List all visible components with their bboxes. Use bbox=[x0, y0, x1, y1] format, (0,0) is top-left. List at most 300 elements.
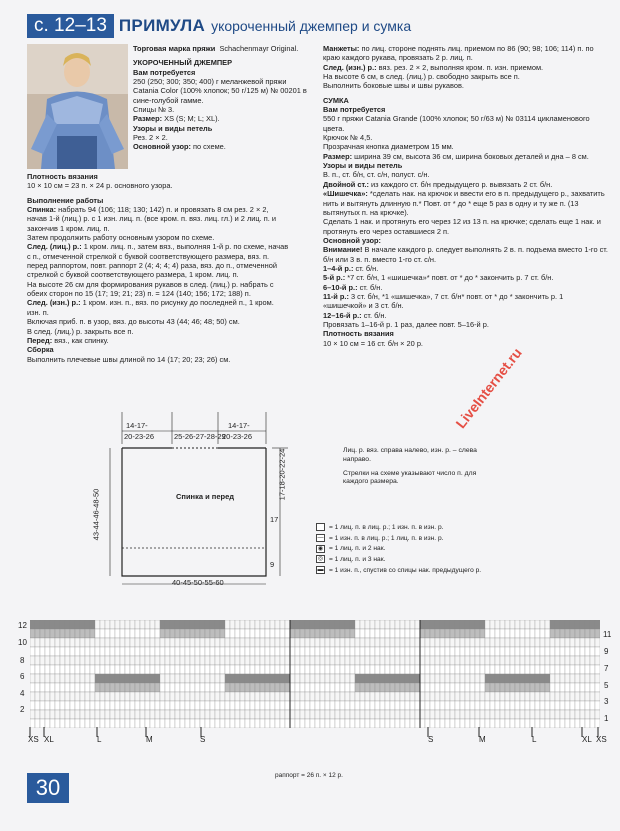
chart-cell bbox=[230, 710, 235, 719]
chart-cell bbox=[230, 629, 235, 638]
chart-cell bbox=[475, 692, 480, 701]
chart-cell bbox=[115, 701, 120, 710]
chart-cell bbox=[460, 683, 465, 692]
chart-cell bbox=[165, 620, 170, 629]
materials-block bbox=[133, 44, 313, 152]
chart-cell bbox=[275, 692, 280, 701]
chart-cell bbox=[540, 683, 545, 692]
chart-cell bbox=[405, 665, 410, 674]
chart-cell bbox=[190, 638, 195, 647]
chart-cell bbox=[385, 665, 390, 674]
chart-cell bbox=[220, 674, 225, 683]
chart-cell bbox=[270, 647, 275, 656]
chart-cell bbox=[590, 692, 595, 701]
chart-cell bbox=[440, 674, 445, 683]
chart-cell bbox=[320, 629, 325, 638]
chart-cell bbox=[340, 710, 345, 719]
chart-cell bbox=[425, 665, 430, 674]
chart-cell bbox=[370, 638, 375, 647]
chart-cell bbox=[225, 638, 230, 647]
chart-cell bbox=[565, 656, 570, 665]
chart-cell bbox=[295, 629, 300, 638]
legend-row bbox=[316, 565, 481, 576]
chart-cell bbox=[275, 656, 280, 665]
chart-cell bbox=[450, 665, 455, 674]
chart-cell bbox=[290, 629, 295, 638]
chart-cell bbox=[310, 665, 315, 674]
chart-cell bbox=[250, 629, 255, 638]
chart-cell bbox=[265, 683, 270, 692]
chart-cell bbox=[385, 638, 390, 647]
chart-cell bbox=[530, 647, 535, 656]
chart-cell bbox=[460, 620, 465, 629]
chart-cell bbox=[275, 710, 280, 719]
chart-cell bbox=[110, 692, 115, 701]
chart-cell bbox=[540, 620, 545, 629]
chart-cell bbox=[515, 710, 520, 719]
chart-cell bbox=[55, 674, 60, 683]
chart-cell bbox=[520, 701, 525, 710]
chart-cell bbox=[120, 674, 125, 683]
chart-cell bbox=[315, 647, 320, 656]
chart-cell bbox=[385, 620, 390, 629]
chart-cell bbox=[450, 692, 455, 701]
chart-cell bbox=[50, 665, 55, 674]
chart-cell bbox=[465, 647, 470, 656]
chart-cell bbox=[45, 683, 50, 692]
chart-cell bbox=[580, 620, 585, 629]
chart-cell bbox=[435, 656, 440, 665]
chart-cell bbox=[470, 701, 475, 710]
chart-cell bbox=[545, 665, 550, 674]
chart-cell bbox=[545, 656, 550, 665]
chart-cell bbox=[40, 692, 45, 701]
chart-cell bbox=[345, 665, 350, 674]
chart-cell bbox=[120, 629, 125, 638]
double-label: Двойной ст.: bbox=[323, 179, 369, 189]
chart-cell bbox=[105, 656, 110, 665]
chart-cell bbox=[410, 647, 415, 656]
chart-cell bbox=[395, 665, 400, 674]
chart-cell bbox=[245, 620, 250, 629]
chart-cell bbox=[485, 674, 490, 683]
chart-cell bbox=[130, 665, 135, 674]
chart-cell bbox=[180, 674, 185, 683]
chart-cell bbox=[95, 692, 100, 701]
chart-cell bbox=[115, 638, 120, 647]
chart-cell bbox=[445, 638, 450, 647]
needles-text: Спицы № 3. bbox=[133, 105, 175, 115]
chart-cell bbox=[215, 665, 220, 674]
chart-cell bbox=[505, 629, 510, 638]
brand-label: Торговая марка пряжи bbox=[133, 44, 216, 53]
chart-cell bbox=[135, 710, 140, 719]
chart-cell bbox=[560, 710, 565, 719]
chart-cell bbox=[475, 665, 480, 674]
chart-cell bbox=[315, 638, 320, 647]
rows-text: 1 кром. лиц. п., затем вяз., выполняя 1-й р. по схеме, начав с п., отмеченной стрелкой с буквой соответствующего размера, вяз. п. перед раппортом, повт. раппорт 2 (4; 4; 4; 4) раза, вяз. до п., отмеченной стрелкой с буквой соответствующего размера, 1 кром. лиц. п. bbox=[27, 242, 289, 280]
chart-cell bbox=[125, 620, 130, 629]
chart-cell bbox=[55, 647, 60, 656]
chart-cell bbox=[470, 710, 475, 719]
chart-cell bbox=[40, 683, 45, 692]
chart-cell bbox=[250, 692, 255, 701]
chart-cell bbox=[450, 674, 455, 683]
chart-cell bbox=[560, 656, 565, 665]
chart-cell bbox=[60, 665, 65, 674]
chart-cell bbox=[280, 683, 285, 692]
chart-cell bbox=[325, 701, 330, 710]
chart-cell bbox=[395, 692, 400, 701]
chart-cell bbox=[80, 656, 85, 665]
chart-cell bbox=[525, 638, 530, 647]
chart-cell bbox=[260, 701, 265, 710]
main-pattern-value: по схеме. bbox=[193, 142, 226, 152]
chart-cell bbox=[55, 629, 60, 638]
chart-cell bbox=[65, 692, 70, 701]
chart-cell bbox=[430, 620, 435, 629]
row11-label: 11-й р.: bbox=[323, 291, 349, 301]
chart-cell bbox=[435, 701, 440, 710]
chart-cell bbox=[495, 665, 500, 674]
chart-cell bbox=[265, 701, 270, 710]
chart-cell bbox=[85, 692, 90, 701]
chart-cell bbox=[275, 674, 280, 683]
chart-cell bbox=[535, 674, 540, 683]
chart-cell bbox=[570, 674, 575, 683]
total-height-label: 43-44-46-48-50 bbox=[91, 488, 101, 541]
chart-cell bbox=[210, 674, 215, 683]
chart-cell bbox=[190, 692, 195, 701]
chart-cell bbox=[135, 674, 140, 683]
chart-cell bbox=[310, 656, 315, 665]
chart-cell bbox=[120, 710, 125, 719]
chart-cell bbox=[560, 638, 565, 647]
chart-cell bbox=[295, 665, 300, 674]
chart-cell bbox=[165, 701, 170, 710]
chart-cell bbox=[145, 620, 150, 629]
chart-cell bbox=[80, 683, 85, 692]
need-heading: Вам потребуется bbox=[133, 67, 196, 77]
chart-cell bbox=[180, 647, 185, 656]
chart-cell bbox=[410, 629, 415, 638]
chart-cell bbox=[410, 683, 415, 692]
chart-cell bbox=[265, 656, 270, 665]
chart-cell bbox=[400, 674, 405, 683]
chart-cell bbox=[165, 710, 170, 719]
chart-cell bbox=[90, 647, 95, 656]
chart-cell bbox=[135, 665, 140, 674]
chart-cell bbox=[395, 638, 400, 647]
chart-cell bbox=[130, 683, 135, 692]
chart-cell bbox=[465, 638, 470, 647]
chart-cell bbox=[135, 692, 140, 701]
chart-cell bbox=[235, 638, 240, 647]
chart-cell bbox=[190, 674, 195, 683]
chart-cell bbox=[455, 629, 460, 638]
chart-cell bbox=[500, 710, 505, 719]
chart-cell bbox=[520, 692, 525, 701]
row-number-right: 9 bbox=[604, 647, 609, 656]
chart-cell bbox=[375, 629, 380, 638]
chart-cell bbox=[115, 674, 120, 683]
chart-cell bbox=[440, 710, 445, 719]
chart-cell bbox=[295, 656, 300, 665]
height-text: На высоте 6 см, в след. (лиц.) р. свободно закрыть все п. bbox=[323, 72, 520, 82]
page-range: с. 12–13 bbox=[27, 14, 114, 38]
chart-cell bbox=[205, 692, 210, 701]
chart-cell bbox=[435, 665, 440, 674]
chart-cell bbox=[210, 620, 215, 629]
chart-cell bbox=[245, 656, 250, 665]
chart-cell bbox=[455, 647, 460, 656]
chart-cell bbox=[215, 620, 220, 629]
chart-cell bbox=[215, 629, 220, 638]
chart-cell bbox=[245, 665, 250, 674]
row5-label: 5-й р.: bbox=[323, 273, 346, 283]
chart-cell bbox=[60, 638, 65, 647]
chart-cell bbox=[420, 629, 425, 638]
chart-cell bbox=[425, 710, 430, 719]
chart-cell bbox=[550, 674, 555, 683]
legend-text: = 1 изн. п. в лиц. р.; 1 лиц. п. в изн. р. bbox=[329, 534, 444, 542]
chart-cell bbox=[70, 647, 75, 656]
chart-cell bbox=[325, 674, 330, 683]
chart-cell bbox=[575, 701, 580, 710]
legend-symbol: ◎ bbox=[317, 556, 324, 563]
chart-cell bbox=[200, 665, 205, 674]
chart-cell bbox=[85, 701, 90, 710]
chart-cell bbox=[410, 692, 415, 701]
chart-cell bbox=[45, 710, 50, 719]
close-text: В след. (лиц.) р. закрыть все п. bbox=[27, 326, 134, 336]
chart-cell bbox=[60, 683, 65, 692]
chart-cell bbox=[160, 683, 165, 692]
rows-label: След. (лиц.) р.: bbox=[27, 242, 82, 252]
chart-cell bbox=[255, 620, 260, 629]
chart-cell bbox=[470, 656, 475, 665]
chart-cell bbox=[515, 701, 520, 710]
front-text: вяз., как спинку. bbox=[54, 335, 109, 345]
chart-cell bbox=[265, 620, 270, 629]
chart-cell bbox=[95, 665, 100, 674]
chart-cell bbox=[595, 665, 600, 674]
chart-cell bbox=[285, 683, 290, 692]
instructions-left bbox=[27, 172, 289, 364]
chart-cell bbox=[350, 656, 355, 665]
chart-cell bbox=[315, 692, 320, 701]
chart-cell bbox=[525, 710, 530, 719]
chart-cell bbox=[280, 656, 285, 665]
chart-cell bbox=[155, 656, 160, 665]
chart-cell bbox=[95, 683, 100, 692]
chart-cell bbox=[220, 665, 225, 674]
chart-cell bbox=[355, 638, 360, 647]
chart-cell bbox=[35, 674, 40, 683]
chart-cell bbox=[255, 692, 260, 701]
chart-cell bbox=[360, 647, 365, 656]
chart-cell bbox=[155, 692, 160, 701]
chart-cell bbox=[445, 710, 450, 719]
chart-cell bbox=[425, 692, 430, 701]
chart-cell bbox=[340, 665, 345, 674]
chart-cell bbox=[300, 683, 305, 692]
chart-cell bbox=[485, 656, 490, 665]
chart-cell bbox=[155, 647, 160, 656]
chart-cell bbox=[475, 629, 480, 638]
chart-cell bbox=[450, 683, 455, 692]
chart-cell bbox=[110, 629, 115, 638]
chart-cell bbox=[250, 665, 255, 674]
hook-text: Крючок № 4,5. bbox=[323, 133, 373, 143]
chart-cell bbox=[195, 665, 200, 674]
chart-cell bbox=[165, 647, 170, 656]
chart-cell bbox=[100, 620, 105, 629]
chart-cell bbox=[350, 701, 355, 710]
chart-cell bbox=[340, 647, 345, 656]
chart-cell bbox=[505, 665, 510, 674]
chart-cell bbox=[460, 701, 465, 710]
chart-cell bbox=[590, 620, 595, 629]
legend-text: = 1 лиц. п. в лиц. р.; 1 изн. п. в изн. р. bbox=[329, 523, 444, 531]
chart-cell bbox=[430, 638, 435, 647]
bag-size-label: Размер: bbox=[323, 151, 353, 161]
chart-cell bbox=[320, 620, 325, 629]
chart-cell bbox=[345, 710, 350, 719]
chart-cell bbox=[285, 647, 290, 656]
chart-cell bbox=[505, 692, 510, 701]
chart-cell bbox=[65, 710, 70, 719]
chart-cell bbox=[75, 620, 80, 629]
chart-cell bbox=[435, 629, 440, 638]
wrong-label: След. (изн.) р.: bbox=[27, 298, 81, 308]
chart-cell bbox=[325, 620, 330, 629]
chart-cell bbox=[500, 638, 505, 647]
chart-cell bbox=[585, 701, 590, 710]
chart-cell bbox=[525, 629, 530, 638]
chart-cell bbox=[280, 710, 285, 719]
chart-cell bbox=[165, 683, 170, 692]
legend-symbol: — bbox=[317, 535, 324, 542]
chart-cell bbox=[190, 656, 195, 665]
chart-cell bbox=[480, 701, 485, 710]
chart-cell bbox=[510, 674, 515, 683]
chart-cell bbox=[420, 701, 425, 710]
chart-cell bbox=[250, 656, 255, 665]
chart-cell bbox=[585, 683, 590, 692]
chart-cell bbox=[235, 629, 240, 638]
chart-cell bbox=[85, 674, 90, 683]
row12-label: 12–16-й р.: bbox=[323, 310, 362, 320]
chart-cell bbox=[555, 665, 560, 674]
chart-cell bbox=[170, 683, 175, 692]
chart-cell bbox=[380, 701, 385, 710]
chart-cell bbox=[300, 656, 305, 665]
chart-cell bbox=[225, 710, 230, 719]
chart-cell bbox=[485, 638, 490, 647]
chart-cell bbox=[95, 656, 100, 665]
chart-cell bbox=[65, 647, 70, 656]
chart-cell bbox=[210, 665, 215, 674]
chart-cell bbox=[415, 701, 420, 710]
chart-cell bbox=[175, 692, 180, 701]
chart-cell bbox=[405, 629, 410, 638]
chart-cell bbox=[95, 701, 100, 710]
chart-cell bbox=[125, 701, 130, 710]
chart-cell bbox=[200, 710, 205, 719]
chart-cell bbox=[555, 683, 560, 692]
chart-cell bbox=[470, 629, 475, 638]
chart-cell bbox=[150, 683, 155, 692]
chart-cell bbox=[220, 710, 225, 719]
chart-cell bbox=[295, 710, 300, 719]
chart-cell bbox=[595, 674, 600, 683]
chart-cell bbox=[530, 629, 535, 638]
chart-cell bbox=[575, 665, 580, 674]
chart-cell bbox=[510, 656, 515, 665]
chart-cell bbox=[145, 683, 150, 692]
chart-cell bbox=[360, 692, 365, 701]
chart-cell bbox=[465, 665, 470, 674]
chart-cell bbox=[280, 638, 285, 647]
chart-cell bbox=[270, 638, 275, 647]
chart-cell bbox=[420, 692, 425, 701]
chart-cell bbox=[110, 683, 115, 692]
chart-cell bbox=[255, 665, 260, 674]
size-mark-xs: XS bbox=[28, 735, 39, 744]
chart-cell bbox=[130, 629, 135, 638]
chart-cell bbox=[275, 629, 280, 638]
chart-cell bbox=[345, 656, 350, 665]
chart-cell bbox=[265, 647, 270, 656]
chart-cell bbox=[240, 665, 245, 674]
chart-cell bbox=[570, 701, 575, 710]
chart-cell bbox=[330, 710, 335, 719]
chart-cell bbox=[520, 638, 525, 647]
chart-cell bbox=[120, 665, 125, 674]
chart-cell bbox=[530, 683, 535, 692]
size-mark-xs: XS bbox=[596, 735, 607, 744]
chart-cell bbox=[230, 692, 235, 701]
chart-cell bbox=[160, 665, 165, 674]
chart-cell bbox=[305, 647, 310, 656]
repeat-text: Провязать 1–16-й р. 1 раз, далее повт. 5–16-й р. bbox=[323, 319, 489, 329]
chart-cell bbox=[115, 620, 120, 629]
chart-cell bbox=[350, 692, 355, 701]
chart-cell bbox=[490, 647, 495, 656]
chart-cell bbox=[560, 620, 565, 629]
chart-cell bbox=[40, 665, 45, 674]
chart-cell bbox=[490, 629, 495, 638]
chart-cell bbox=[100, 710, 105, 719]
chart-cell bbox=[95, 710, 100, 719]
chart-cell bbox=[550, 620, 555, 629]
chart-cell bbox=[205, 674, 210, 683]
chart-cell bbox=[565, 629, 570, 638]
chart-cell bbox=[525, 665, 530, 674]
chart-cell bbox=[345, 701, 350, 710]
chart-cell bbox=[510, 701, 515, 710]
chart-cell bbox=[140, 665, 145, 674]
chart-cell bbox=[185, 620, 190, 629]
chart-cell bbox=[530, 656, 535, 665]
chart-cell bbox=[510, 692, 515, 701]
chart-cell bbox=[35, 665, 40, 674]
chart-cell bbox=[515, 656, 520, 665]
chart-cell bbox=[285, 656, 290, 665]
chart-cell bbox=[395, 683, 400, 692]
chart-cell bbox=[595, 656, 600, 665]
